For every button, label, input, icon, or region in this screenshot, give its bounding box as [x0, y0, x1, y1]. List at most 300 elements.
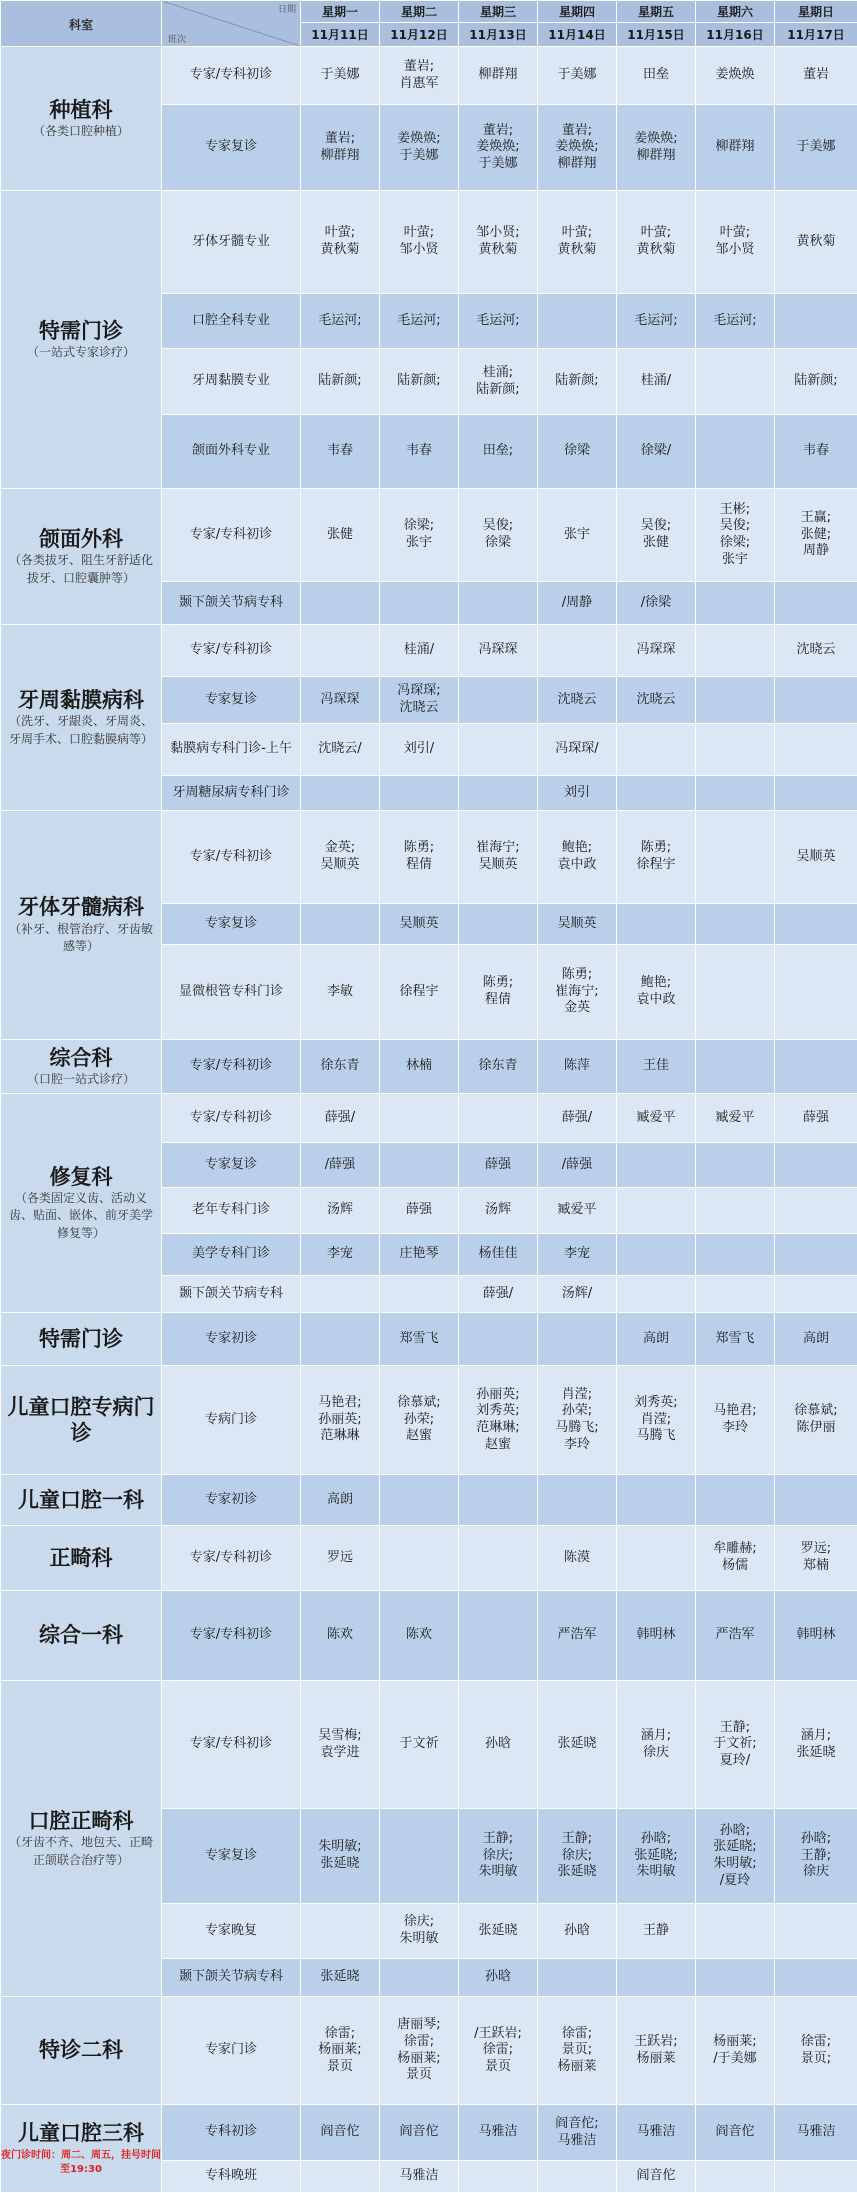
doctor-name: 肖惠军 [380, 76, 458, 93]
doctor-name: 陈勇; [538, 967, 616, 984]
doctor-cell [380, 625, 459, 677]
doctor-cell [538, 349, 617, 415]
doctor-cell [696, 47, 775, 105]
table-row [1, 191, 857, 294]
doctor-name: 邹小贤; [459, 225, 537, 242]
doctor-name: 夏玲/ [696, 1753, 774, 1770]
doctor-name: 范琳琳; [459, 1420, 537, 1437]
doctor-cell [459, 1997, 538, 2105]
clinic-type-cell: 专家门诊 [162, 1997, 301, 2105]
doctor-cell [696, 1366, 775, 1475]
doctor-cell [301, 1475, 380, 1526]
doctor-cell [301, 1276, 380, 1313]
doctor-cell [380, 105, 459, 191]
doctor-name: 阎音佗; [538, 2116, 616, 2133]
table-row [1, 489, 857, 582]
doctor-name: 张延晓 [301, 1969, 379, 1986]
doctor-cell [301, 904, 380, 945]
doctor-name: 徐慕斌; [775, 1403, 857, 1420]
doctor-name: 张延晓 [301, 1856, 379, 1873]
doctor-cell [380, 945, 459, 1040]
clinic-type-cell: 专家/专科初诊 [162, 489, 301, 582]
doctor-cell [617, 904, 696, 945]
doctor-cell [380, 1040, 459, 1094]
doctor-name: 吴顺英 [301, 857, 379, 874]
clinic-type-cell: 专家/专科初诊 [162, 1040, 301, 1094]
doctor-name: 郑楠 [775, 1558, 857, 1575]
doctor-cell [459, 724, 538, 776]
table-row [1, 811, 857, 904]
department-name: 儿童口腔三科 [1, 2120, 161, 2146]
doctor-cell [538, 1526, 617, 1591]
doctor-cell [696, 2161, 775, 2193]
doctor-name: 董岩; [538, 123, 616, 140]
doctor-cell [380, 1234, 459, 1276]
doctor-cell [775, 191, 857, 294]
doctor-name: 袁中政 [617, 992, 695, 1009]
doctor-cell [301, 1526, 380, 1591]
clinic-type-cell: 专家/专科初诊 [162, 625, 301, 677]
department-cell [1, 625, 162, 811]
doctor-name: 薛强/ [538, 1110, 616, 1127]
doctor-cell [301, 625, 380, 677]
doctor-name: 庄艳琴 [380, 1246, 458, 1263]
doctor-name: 薛强 [775, 1110, 857, 1127]
doctor-name: 叶萤; [696, 225, 774, 242]
doctor-name: /薛强 [301, 1157, 379, 1174]
doctor-cell [301, 1040, 380, 1094]
doctor-name: /周静 [538, 595, 616, 612]
department-note: 夜门诊时间：周二、周五，挂号时间至19:30 [1, 2149, 161, 2177]
doctor-cell [380, 1475, 459, 1526]
department-description: （各类拔牙、阻生牙舒适化拔牙、口腔囊肿等） [1, 552, 161, 587]
doctor-name: 刘引/ [380, 741, 458, 758]
doctor-name: 杨丽莱 [617, 2051, 695, 2068]
doctor-name: 陆新颜; [380, 373, 458, 390]
doctor-name: 徐庆 [775, 1864, 857, 1881]
doctor-cell [459, 415, 538, 489]
doctor-cell [617, 1234, 696, 1276]
doctor-cell [696, 1313, 775, 1366]
department-name: 儿童口腔一科 [1, 1487, 161, 1513]
doctor-cell [538, 677, 617, 724]
doctor-name: 马雅洁 [617, 2124, 695, 2141]
doctor-name: 徐雷; [459, 2042, 537, 2059]
doctor-cell [696, 1526, 775, 1591]
doctor-cell [459, 294, 538, 349]
doctor-name: 毛运河; [380, 313, 458, 330]
doctor-name: 薛强 [459, 1157, 537, 1174]
doctor-cell [538, 625, 617, 677]
doctor-name: 李宠 [301, 1246, 379, 1263]
doctor-name: 黄秋菊 [538, 242, 616, 259]
doctor-cell [380, 1094, 459, 1143]
doctor-cell [459, 945, 538, 1040]
doctor-name: 马艳君; [696, 1403, 774, 1420]
doctor-name: 王静; [775, 1848, 857, 1865]
doctor-cell [775, 1681, 857, 1809]
doctor-cell [775, 1959, 857, 1997]
doctor-cell [538, 2161, 617, 2193]
doctor-cell [380, 582, 459, 625]
doctor-name: 朱明敏 [459, 1864, 537, 1881]
doctor-name: 孙晗; [617, 1831, 695, 1848]
doctor-name: 马雅洁 [380, 2168, 458, 2185]
clinic-type-cell: 颞下颌关节病专科 [162, 582, 301, 625]
doctor-name: 朱明敏 [617, 1864, 695, 1881]
doctor-cell [617, 1094, 696, 1143]
doctor-cell [538, 1904, 617, 1959]
department-name: 特需门诊 [1, 1326, 161, 1352]
doctor-cell [775, 811, 857, 904]
doctor-name: 徐庆; [459, 1848, 537, 1865]
doctor-cell [301, 1313, 380, 1366]
doctor-name: 马艳君; [301, 1395, 379, 1412]
doctor-cell [301, 945, 380, 1040]
doctor-name: 张健; [775, 527, 857, 544]
table-row [1, 1313, 857, 1366]
doctor-name: 韩明林 [775, 1627, 857, 1644]
doctor-name: 陈勇; [459, 975, 537, 992]
doctor-name: 田垒 [617, 67, 695, 84]
clinic-type-cell: 牙体牙髓专业 [162, 191, 301, 294]
doctor-name: 杨丽莱; [696, 2034, 774, 2051]
doctor-cell [380, 1809, 459, 1904]
doctor-name: 徐雷; [301, 2026, 379, 2043]
doctor-name: 徐梁 [459, 535, 537, 552]
doctor-name: 李玲 [696, 1420, 774, 1437]
doctor-cell [459, 47, 538, 105]
doctor-cell [775, 1366, 857, 1475]
doctor-cell [696, 582, 775, 625]
doctor-cell [380, 294, 459, 349]
doctor-name: 陆新颜; [775, 373, 857, 390]
department-description: （一站式专家诊疗） [1, 344, 161, 361]
doctor-name: 徐梁; [696, 535, 774, 552]
doctor-name: 孙晗 [538, 1923, 616, 1940]
doctor-cell [617, 776, 696, 811]
doctor-cell [459, 1475, 538, 1526]
doctor-name: 吴雪梅; [301, 1728, 379, 1745]
doctor-name: 周静 [775, 543, 857, 560]
doctor-cell [775, 2161, 857, 2193]
doctor-name: 高朗 [775, 1331, 857, 1348]
department-name: 牙周黏膜病科 [1, 687, 161, 713]
doctor-name: 吴俊; [696, 518, 774, 535]
doctor-cell [775, 1040, 857, 1094]
doctor-cell [617, 1904, 696, 1959]
doctor-name: 陈欢 [380, 1627, 458, 1644]
doctor-name: 景页; [538, 2042, 616, 2059]
doctor-name: 郑雪飞 [380, 1331, 458, 1348]
doctor-cell [775, 415, 857, 489]
doctor-name: 王赢; [775, 510, 857, 527]
doctor-cell [538, 1997, 617, 2105]
doctor-name: 陈勇; [617, 840, 695, 857]
doctor-name: 臧爱平 [617, 1110, 695, 1127]
doctor-cell [775, 1904, 857, 1959]
doctor-name: 肖滢; [538, 1387, 616, 1404]
day-date: 11月16日 [696, 23, 775, 47]
clinic-type-cell: 颞下颌关节病专科 [162, 1959, 301, 1997]
doctor-name: 徐雷; [538, 2026, 616, 2043]
doctor-cell [617, 1143, 696, 1188]
doctor-name: 徐东青 [301, 1058, 379, 1075]
doctor-name: 柳群翔 [459, 67, 537, 84]
doctor-cell [617, 1997, 696, 2105]
doctor-name: 黄秋菊 [459, 242, 537, 259]
doctor-name: 程倩 [459, 992, 537, 1009]
doctor-name: 范琳琳 [301, 1428, 379, 1445]
header-dept-label: 科室 [1, 1, 162, 47]
doctor-name: 汤辉 [459, 1202, 537, 1219]
day-name: 星期三 [459, 1, 538, 23]
department-cell [1, 1526, 162, 1591]
doctor-cell [696, 1475, 775, 1526]
doctor-name: 吴俊; [617, 518, 695, 535]
doctor-cell [696, 677, 775, 724]
clinic-type-cell: 专家/专科初诊 [162, 1591, 301, 1681]
doctor-cell [301, 1809, 380, 1904]
doctor-cell [301, 1234, 380, 1276]
doctor-name: 于文祈; [696, 1736, 774, 1753]
doctor-cell [380, 191, 459, 294]
doctor-name: 马腾飞 [617, 1428, 695, 1445]
department-cell [1, 1094, 162, 1313]
doctor-cell [696, 489, 775, 582]
doctor-cell [380, 349, 459, 415]
table-row [1, 47, 857, 105]
doctor-name: 孙荣; [538, 1403, 616, 1420]
doctor-cell [617, 489, 696, 582]
doctor-name: 薛强 [380, 1202, 458, 1219]
doctor-cell [301, 1094, 380, 1143]
clinic-type-cell: 专家/专科初诊 [162, 1094, 301, 1143]
doctor-cell [696, 1904, 775, 1959]
doctor-name: 王静; [459, 1831, 537, 1848]
doctor-name: 徐庆; [380, 1914, 458, 1931]
doctor-cell [775, 349, 857, 415]
doctor-name: 阎音佗 [696, 2124, 774, 2141]
doctor-name: 韩明林 [617, 1627, 695, 1644]
clinic-type-cell: 专家复诊 [162, 677, 301, 724]
doctor-cell [380, 2105, 459, 2161]
doctor-name: 董岩; [301, 131, 379, 148]
doctor-cell [696, 1809, 775, 1904]
doctor-name: 郑雪飞 [696, 1331, 774, 1348]
doctor-name: 崔海宁; [538, 984, 616, 1001]
header-date-label: 日期 [278, 2, 296, 15]
doctor-cell [459, 1809, 538, 1904]
doctor-cell [775, 904, 857, 945]
doctor-cell [538, 1366, 617, 1475]
doctor-name: 叶萤; [538, 225, 616, 242]
doctor-name: 杨丽莱; [301, 2042, 379, 2059]
doctor-name: 唐丽琴; [380, 2017, 458, 2034]
doctor-cell [459, 1040, 538, 1094]
doctor-name: 张宇 [538, 527, 616, 544]
doctor-cell [538, 1313, 617, 1366]
doctor-name: 张宇 [696, 552, 774, 569]
doctor-cell [459, 1188, 538, 1234]
doctor-cell [301, 294, 380, 349]
doctor-name: 林楠 [380, 1058, 458, 1075]
doctor-cell [301, 776, 380, 811]
day-name: 星期一 [301, 1, 380, 23]
doctor-cell [538, 1143, 617, 1188]
doctor-name: 姜焕焕 [696, 67, 774, 84]
clinic-type-cell: 老年专科门诊 [162, 1188, 301, 1234]
clinic-type-cell: 专家晚复 [162, 1904, 301, 1959]
doctor-name: 马腾飞; [538, 1420, 616, 1437]
doctor-cell [775, 2105, 857, 2161]
department-description: （补牙、根管治疗、牙齿敏感等） [1, 921, 161, 956]
department-cell [1, 2105, 162, 2193]
header-slot-label: 班次 [168, 32, 186, 45]
doctor-cell [538, 1809, 617, 1904]
doctor-name: 徐程宇 [617, 857, 695, 874]
doctor-cell [380, 1681, 459, 1809]
doctor-name: 黄秋菊 [775, 234, 857, 251]
doctor-name: 徐梁 [538, 443, 616, 460]
doctor-name: 孙晗; [696, 1823, 774, 1840]
doctor-cell [380, 1188, 459, 1234]
doctor-name: 桂涌/ [617, 373, 695, 390]
doctor-cell [617, 582, 696, 625]
day-name: 星期六 [696, 1, 775, 23]
doctor-cell [696, 1188, 775, 1234]
doctor-cell [301, 1143, 380, 1188]
day-date: 11月13日 [459, 23, 538, 47]
doctor-name: 张宇 [380, 535, 458, 552]
doctor-cell [775, 1143, 857, 1188]
doctor-name: 于美娜 [301, 67, 379, 84]
doctor-cell [538, 191, 617, 294]
doctor-name: 黄秋菊 [301, 242, 379, 259]
doctor-name: 冯琛琛 [617, 642, 695, 659]
doctor-cell [696, 776, 775, 811]
doctor-cell [617, 945, 696, 1040]
clinic-type-cell: 黏膜病专科门诊-上午 [162, 724, 301, 776]
doctor-name: 孙晗 [459, 1969, 537, 1986]
doctor-cell [775, 677, 857, 724]
doctor-name: 董岩; [380, 59, 458, 76]
doctor-name: 徐东青 [459, 1058, 537, 1075]
doctor-cell [301, 1681, 380, 1809]
doctor-name: 张健 [617, 535, 695, 552]
table-header [1, 1, 857, 47]
department-cell [1, 47, 162, 191]
doctor-name: /于美娜 [696, 2051, 774, 2068]
doctor-cell [617, 625, 696, 677]
clinic-type-cell: 专家/专科初诊 [162, 811, 301, 904]
doctor-cell [775, 1094, 857, 1143]
doctor-name: 孙晗 [459, 1736, 537, 1753]
department-cell [1, 1681, 162, 1997]
doctor-cell [538, 582, 617, 625]
doctor-cell [696, 945, 775, 1040]
doctor-name: 金英 [538, 1000, 616, 1017]
doctor-name: 杨丽莱; [380, 2051, 458, 2068]
doctor-name: 臧爱平 [538, 1202, 616, 1219]
doctor-cell [301, 1959, 380, 1997]
doctor-name: 杨儒 [696, 1558, 774, 1575]
department-description: （各类固定义齿、活动义齿、贴面、嵌体、前牙美学修复等） [1, 1190, 161, 1242]
doctor-name: 徐慕斌; [380, 1395, 458, 1412]
doctor-cell [380, 1276, 459, 1313]
doctor-cell [459, 1366, 538, 1475]
department-description: （洗牙、牙龈炎、牙周炎、牙周手术、口腔黏膜病等） [1, 713, 161, 748]
doctor-cell [617, 1366, 696, 1475]
doctor-name: 徐梁/ [617, 443, 695, 460]
day-name: 星期日 [775, 1, 857, 23]
doctor-name: 王静 [617, 1923, 695, 1940]
day-date: 11月12日 [380, 23, 459, 47]
doctor-cell [459, 904, 538, 945]
doctor-cell [538, 724, 617, 776]
table-row [1, 1591, 857, 1681]
doctor-name: 叶萤; [301, 225, 379, 242]
doctor-cell [696, 1276, 775, 1313]
doctor-cell [617, 1475, 696, 1526]
doctor-name: 马雅洁 [459, 2124, 537, 2141]
doctor-name: 冯琛琛 [301, 692, 379, 709]
doctor-name: 高朗 [301, 1492, 379, 1509]
doctor-name: 毛运河; [617, 313, 695, 330]
clinic-type-cell: 专家/专科初诊 [162, 47, 301, 105]
department-name: 口腔正畸科 [1, 1808, 161, 1834]
doctor-name: 于文祈 [380, 1736, 458, 1753]
doctor-name: 阎音佗 [380, 2124, 458, 2141]
doctor-cell [301, 47, 380, 105]
doctor-name: 臧爱平 [696, 1110, 774, 1127]
doctor-cell [301, 1366, 380, 1475]
doctor-name: 严浩军 [538, 1627, 616, 1644]
doctor-cell [538, 1681, 617, 1809]
table-row [1, 1094, 857, 1143]
doctor-name: 邹小贤 [380, 242, 458, 259]
doctor-name: 高朗 [617, 1331, 695, 1348]
doctor-cell [617, 1681, 696, 1809]
doctor-cell [696, 294, 775, 349]
doctor-cell [696, 105, 775, 191]
doctor-cell [538, 47, 617, 105]
doctor-cell [617, 1313, 696, 1366]
doctor-name: 薛强/ [459, 1286, 537, 1303]
doctor-name: 李玲 [538, 1437, 616, 1454]
doctor-cell [617, 811, 696, 904]
doctor-cell [380, 724, 459, 776]
doctor-cell [538, 945, 617, 1040]
doctor-name: 孙荣; [380, 1412, 458, 1429]
doctor-cell [459, 105, 538, 191]
doctor-name: 董岩; [459, 123, 537, 140]
doctor-name: 邹小贤 [696, 242, 774, 259]
day-date: 11月17日 [775, 23, 857, 47]
doctor-cell [696, 811, 775, 904]
clinic-type-cell: 美学专科门诊 [162, 1234, 301, 1276]
doctor-cell [696, 415, 775, 489]
doctor-name: 杨丽莱 [538, 2059, 616, 2076]
doctor-cell [775, 105, 857, 191]
doctor-name: 张延晓 [538, 1736, 616, 1753]
doctor-cell [617, 294, 696, 349]
doctor-name: 于美娜 [380, 148, 458, 165]
doctor-cell [301, 105, 380, 191]
doctor-cell [538, 1591, 617, 1681]
doctor-cell [696, 1234, 775, 1276]
doctor-name: 柳群翔 [696, 139, 774, 156]
